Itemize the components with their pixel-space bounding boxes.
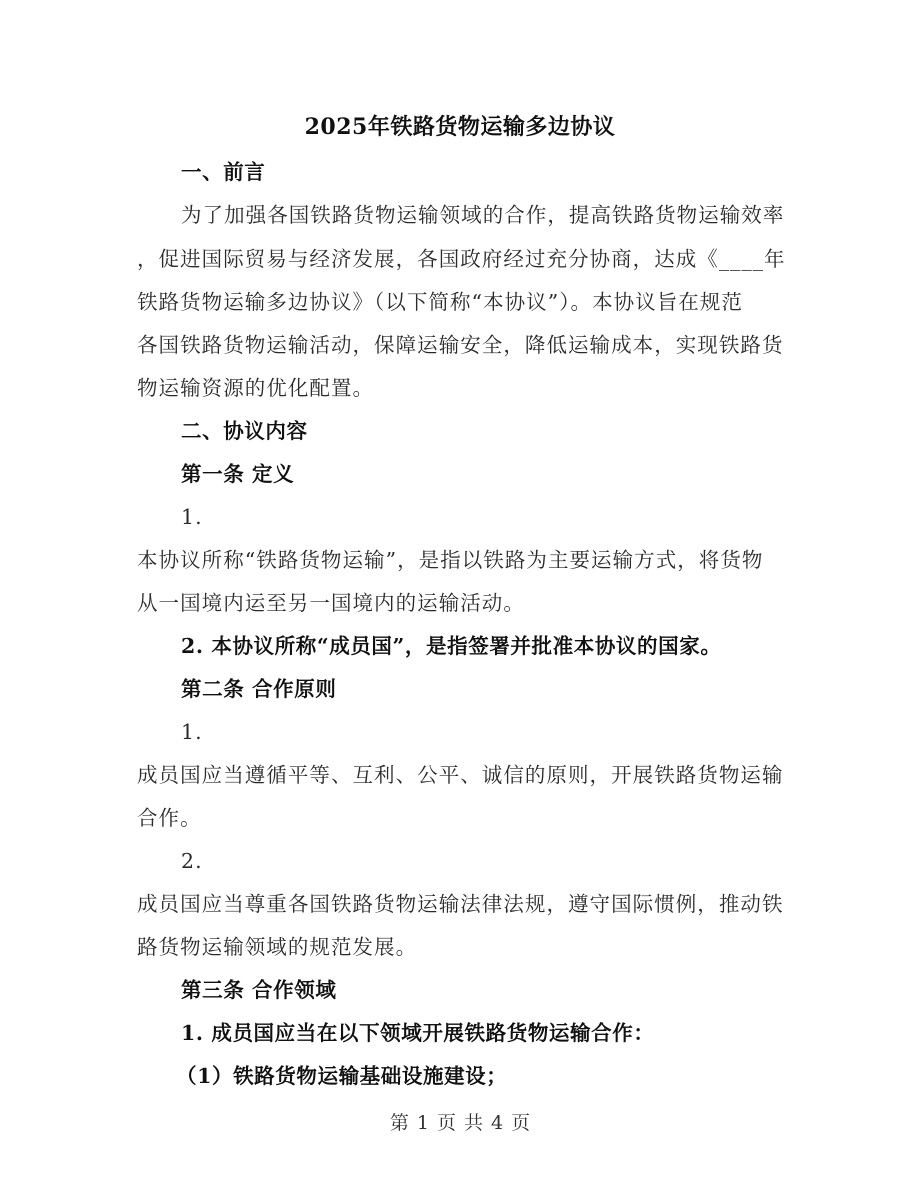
section-heading-content: 二、协议内容 <box>181 419 308 443</box>
preface-paragraph-line-1: 为了加强各国铁路货物运输领域的合作，提高铁路货物运输效率 <box>181 203 785 227</box>
page-footer <box>0 1110 920 1136</box>
preface-paragraph-line-4: 各国铁路货物运输活动，保障运输安全，降低运输成本，实现铁路货 <box>137 333 784 357</box>
footer-page-suffix: 页 <box>511 1112 531 1134</box>
preface-paragraph-line-5: 物运输资源的优化配置。 <box>137 376 375 400</box>
section-heading-preface: 一、前言 <box>181 160 266 184</box>
footer-current-page: 1 <box>416 1112 429 1134</box>
article-2-item-2-line-2: 路货物运输领域的规范发展。 <box>137 935 418 959</box>
article-2-item-2-number: 2. <box>181 849 203 873</box>
article-1-item-1-number: 1. <box>181 505 203 529</box>
article-2-item-1-line-1: 成员国应当遵循平等、互利、公平、诚信的原则，开展铁路货物运输 <box>137 763 784 787</box>
article-2-item-1-number: 1. <box>181 720 203 744</box>
footer-total-pages: 4 <box>491 1112 504 1134</box>
article-1-item-1-line-1: 本协议所称“铁路货物运输”，是指以铁路为主要运输方式，将货物 <box>137 548 764 572</box>
article-2-item-1-line-2: 合作。 <box>137 806 202 830</box>
article-1-heading: 第一条 定义 <box>181 462 295 486</box>
article-3-item-1: 1. 成员国应当在以下领域开展铁路货物运输合作： <box>181 1021 655 1045</box>
footer-page-prefix: 第 <box>389 1112 409 1134</box>
article-2-heading: 第二条 合作原则 <box>181 677 337 701</box>
footer-total-prefix: 共 <box>464 1112 484 1134</box>
article-1-item-2: 2. 本协议所称“成员国”，是指签署并批准本协议的国家。 <box>181 634 722 658</box>
article-3-heading: 第三条 合作领域 <box>181 978 337 1002</box>
preface-paragraph-line-3: 铁路货物运输多边协议》（以下简称“本协议”）。本协议旨在规范 <box>137 290 743 314</box>
article-3-sub-item-1: （1）铁路货物运输基础设施建设； <box>176 1064 508 1088</box>
preface-paragraph-line-2: ，促进国际贸易与经济发展，各国政府经过充分协商，达成《____年 <box>137 247 786 271</box>
document-title: 2025年铁路货物运输多边协议 <box>304 114 616 140</box>
article-2-item-2-line-1: 成员国应当尊重各国铁路货物运输法律法规，遵守国际惯例，推动铁 <box>137 892 784 916</box>
article-1-item-1-line-2: 从一国境内运至另一国境内的运输活动。 <box>137 591 525 615</box>
footer-page-mid: 页 <box>436 1112 456 1134</box>
